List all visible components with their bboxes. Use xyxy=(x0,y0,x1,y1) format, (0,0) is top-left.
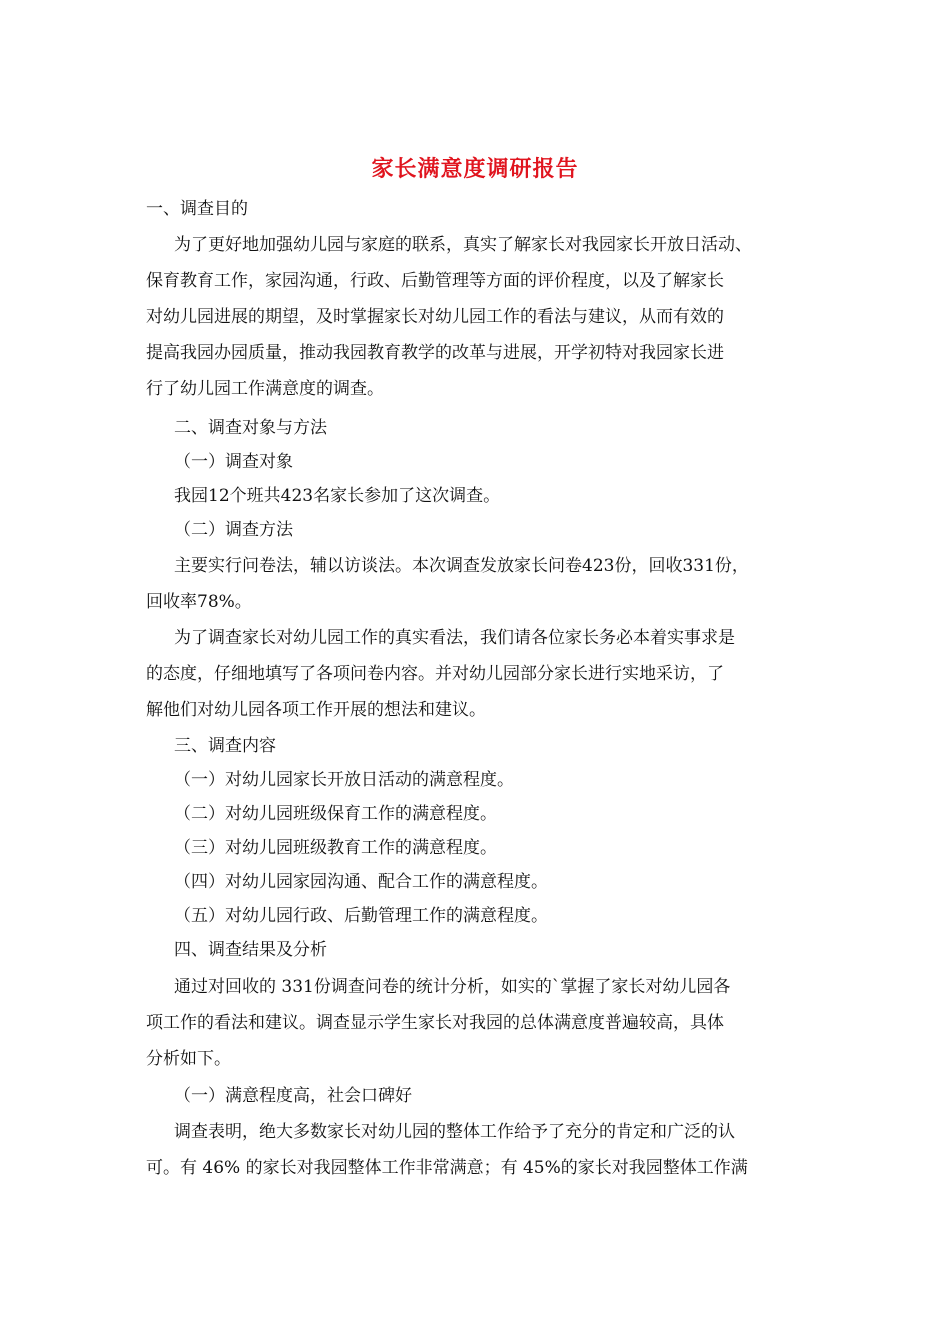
page-title: 家长满意度调研报告 xyxy=(371,156,579,182)
heading-section-3: 三、调查内容 xyxy=(174,736,276,756)
paragraph-line: 为了更好地加强幼儿园与家庭的联系，真实了解家长对我园家长开放日活动、 xyxy=(174,235,752,255)
paragraph-line: 调查表明，绝大多数家长对幼儿园的整体工作给予了充分的肯定和广泛的认 xyxy=(174,1122,735,1142)
list-item: （二）对幼儿园班级保育工作的满意程度。 xyxy=(174,804,497,824)
heading-section-4: 四、调查结果及分析 xyxy=(174,940,327,960)
subheading: （一）调查对象 xyxy=(174,452,293,472)
list-item: （三）对幼儿园班级教育工作的满意程度。 xyxy=(174,838,497,858)
paragraph-line: 主要实行问卷法，辅以访谈法。本次调查发放家长问卷423份，回收331份， xyxy=(174,556,749,576)
paragraph-line: 为了调查家长对幼儿园工作的真实看法，我们请各位家长务必本着实事求是 xyxy=(174,628,735,648)
heading-section-1: 一、调查目的 xyxy=(146,199,248,219)
list-item: （五）对幼儿园行政、后勤管理工作的满意程度。 xyxy=(174,906,548,926)
paragraph-line: 我园12个班共423名家长参加了这次调查。 xyxy=(174,486,501,506)
list-item: （一）对幼儿园家长开放日活动的满意程度。 xyxy=(174,770,514,790)
paragraph-line: 行了幼儿园工作满意度的调查。 xyxy=(146,379,384,399)
paragraph-line: 对幼儿园进展的期望，及时掌握家长对幼儿园工作的看法与建议，从而有效的 xyxy=(146,307,724,327)
paragraph-line: 解他们对幼儿园各项工作开展的想法和建议。 xyxy=(146,700,486,720)
paragraph-line: 可。有 46% 的家长对我园整体工作非常满意；有 45%的家长对我园整体工作满 xyxy=(146,1158,748,1178)
paragraph-line: 回收率78%。 xyxy=(146,592,252,612)
paragraph-line: 的态度，仔细地填写了各项问卷内容。并对幼儿园部分家长进行实地采访，了 xyxy=(146,664,724,684)
paragraph-line: 保育教育工作，家园沟通，行政、后勤管理等方面的评价程度，以及了解家长 xyxy=(146,271,724,291)
heading-section-2: 二、调查对象与方法 xyxy=(174,418,327,438)
paragraph-line: 提高我园办园质量，推动我园教育教学的改革与进展，开学初特对我园家长进 xyxy=(146,343,724,363)
paragraph-line: 分析如下。 xyxy=(146,1049,231,1069)
subheading: （二）调查方法 xyxy=(174,520,293,540)
subheading: （一）满意程度高，社会口碑好 xyxy=(174,1086,412,1106)
paragraph-line: 项工作的看法和建议。调查显示学生家长对我园的总体满意度普遍较高，具体 xyxy=(146,1013,724,1033)
list-item: （四）对幼儿园家园沟通、配合工作的满意程度。 xyxy=(174,872,548,892)
paragraph-line: 通过对回收的 331份调查问卷的统计分析，如实的`掌握了家长对幼儿园各 xyxy=(174,977,731,997)
